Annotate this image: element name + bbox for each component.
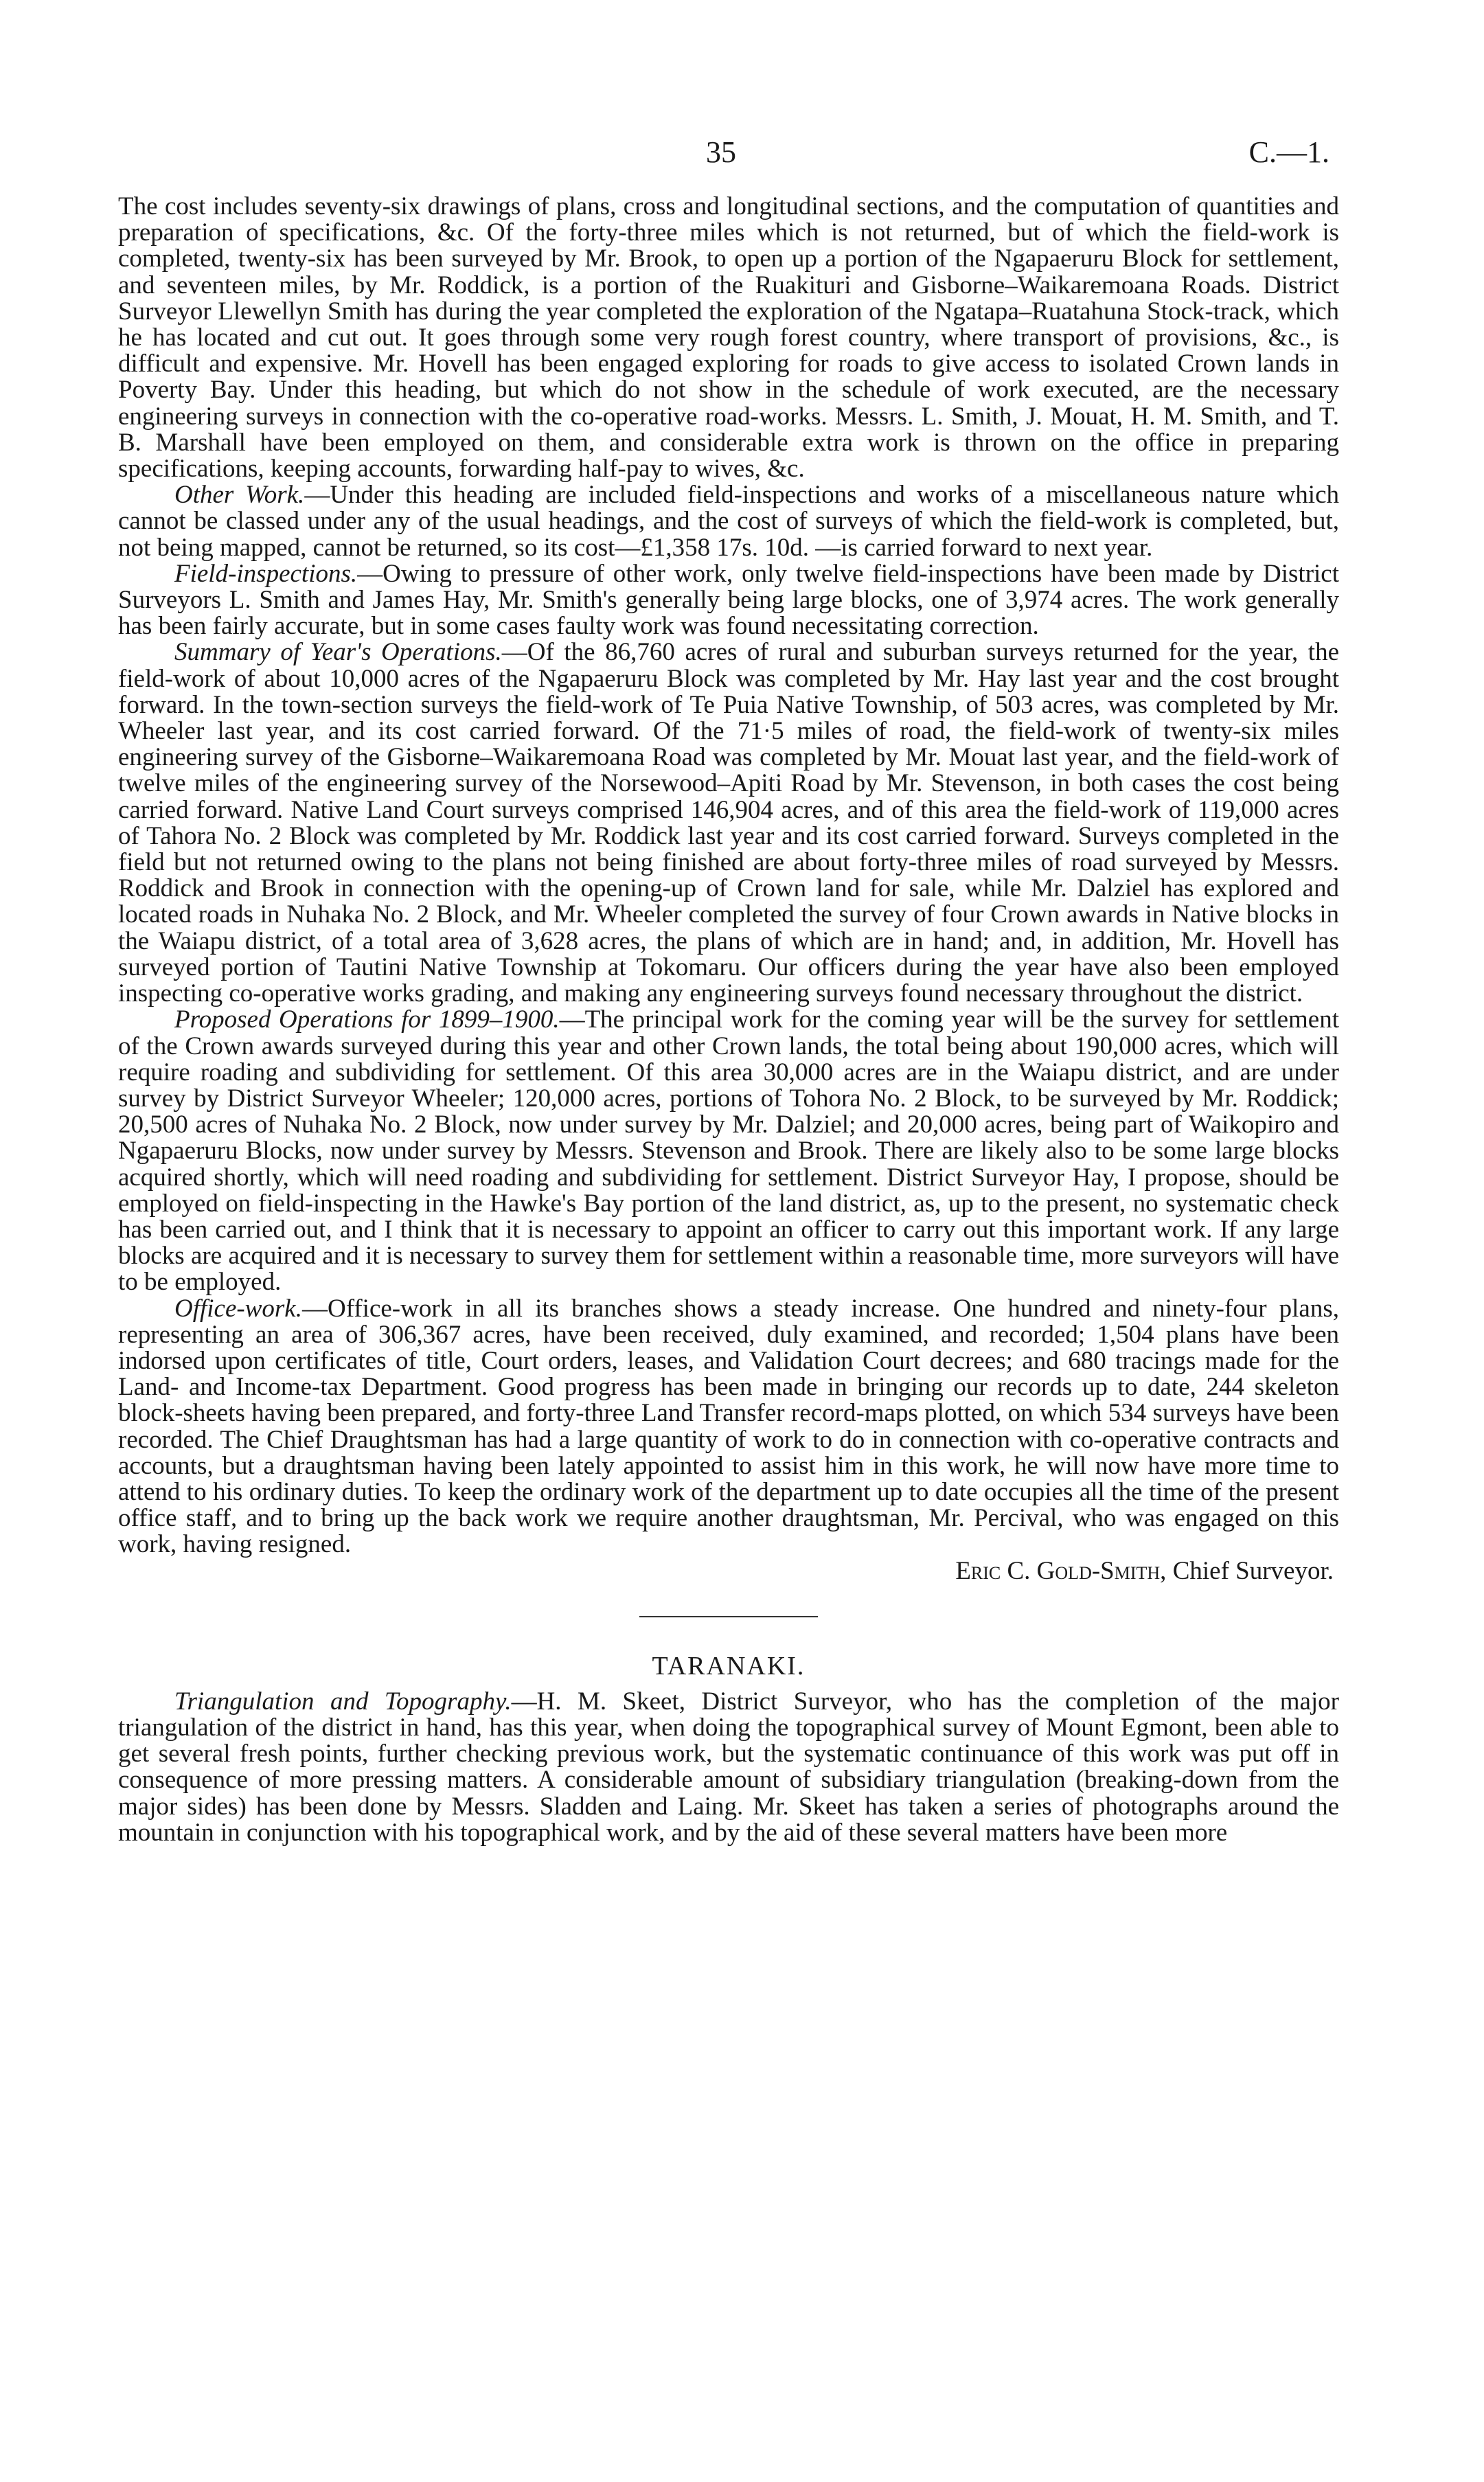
paragraph-text: —H. M. Skeet, District Surveyor, who has the completion of the major triangulation of the district in hand, has this year, when doing the topographical survey of Mount Egmont, been able to get several fresh points, further checking previous work, but the systematic continuance of this work was put off in consequence of more pressing matters. A considerable amount of subsidiary triangulation (breaking-down from the major sides) has been done by Messrs. Sladden and Laing. Mr. Skeet has taken a series of photographs around the mountain in conjunction with his topographical work, and by the aid of these several matters have been more (118, 1687, 1340, 1847)
paragraph-heading: Office-work. (174, 1294, 302, 1323)
signature (118, 1558, 1339, 1584)
paragraph-heading: Summary of Year's Operations. (174, 638, 502, 667)
paragraph-text: —Owing to pressure of other work, only twelve field-inspections have been made by District Surveyors L. Smith and James Hay, Mr. Smith's generally being large blocks, one of 3,974 acres. The work generally has been fairly accurate, but in some cases faulty work was found necessitating correction. (118, 559, 1339, 641)
paragraph-office-work (118, 1296, 1339, 1558)
paragraph-field-inspections (118, 561, 1339, 640)
paragraph-heading: Proposed Operations for 1899–1900. (174, 1005, 560, 1034)
page-content (118, 194, 1339, 1846)
paragraph-proposed-operations (118, 1007, 1339, 1295)
paragraph-other-work (118, 482, 1339, 561)
paragraph-text: —The principal work for the coming year will be the survey for settlement of the Crown awards surveyed during this year and other Crown lands, the total being about 190,000 acres, which will require roading and subdividing for settlement. Of this area 30,000 acres are in the Waiapu district, and are under survey by District Surveyor Wheeler; 120,000 acres, portions of Tohora No. 2 Block, to be surveyed by Mr. Roddick; 20,500 acres of Nuhaka No. 2 Block, now under survey by Mr. Dalziel; and 20,000 acres, being part of Waikopiro and Ngapaeruru Blocks, now under survey by Messrs. Stevenson and Brook. There are likely also to be some large blocks acquired shortly, which will need roading and subdividing for settlement. District Surveyor Hay, I propose, should be employed on field-inspecting in the Hawke's Bay portion of the land district, as, up to the present, no systematic check has been carried out, and I think that it is necessary to appoint an officer to carry out this important work. If any large blocks are acquired and it is necessary to survey them for settlement within a reasonable time, more surveyors will have to be employed. (118, 1005, 1339, 1297)
paragraph-heading: Field-inspections. (174, 559, 358, 588)
paragraph-heading: Other Work. (174, 481, 305, 510)
section-divider (639, 1616, 818, 1617)
page-header (0, 135, 1484, 176)
document-reference: C.—1. (1248, 135, 1329, 169)
signature-name: Eric C. Gold-Smith, (955, 1556, 1167, 1585)
paragraph-summary (118, 639, 1339, 1007)
paragraph-triangulation (118, 1689, 1339, 1846)
paragraph-cost: The cost includes seventy-six drawings of plans, cross and longitudinal sections, and the computation of quantities and preparation of specifications, &c. Of the forty-three miles which is not returned, but of which the field-work is completed, twenty-six has been surveyed by Mr. Brook, to open up a portion of the Ngapaeruru Block for settlement, and seventeen miles, by Mr. Roddick, is a portion of the Ruakituri and Gisborne–Waikaremoana Roads. District Surveyor Llewellyn Smith has during the year completed the exploration of the Ngatapa–Ruatahuna Stock-track, which he has located and cut out. It goes through some very rough forest country, where transport of provisions, &c., is difficult and expensive. Mr. Hovell has been engaged exploring for roads to give access to isolated Crown lands in Poverty Bay. Under this heading, but which do not show in the schedule of work executed, are the necessary engineering surveys in connection with the co-operative road-works. Messrs. L. Smith, J. Mouat, H. M. Smith, and T. B. Marshall have been employed on them, and considerable extra work is thrown on the office in preparing specifications, keeping accounts, forwarding half-pay to wives, &c. (118, 192, 1339, 483)
paragraph-text: —Of the 86,760 acres of rural and suburban surveys returned for the year, the field-work of about 10,000 acres of the Ngapaeruru Block was completed by Mr. Hay last year and the cost brought forward. In the town-section surveys the field-work of Te Puia Native Township, of 503 acres, was completed by Mr. Wheeler last year, and its cost carried forward. Of the 71·5 miles of road, the field-work of twenty-six miles engineering survey of the Gisborne–Waikaremoana Road was completed by Mr. Mouat last year, and the field-work of twelve miles of the engineering survey of the Norsewood–Apiti Road by Mr. Stevenson, in both cases the cost being carried forward. Native Land Court surveys comprised 146,904 acres, and of this area the field-work of 119,000 acres of Tahora No. 2 Block was completed by Mr. Roddick last year and its cost carried forward. Surveys completed in the field but not returned owing to the plans not being finished are about forty-three miles of road surveyed by Messrs. Roddick and Brook in connection with the opening-up of Crown land for sale, while Mr. Dalziel has explored and located roads in Nuhaka No. 2 Block, and Mr. Wheeler completed the survey of four Crown awards in Native blocks in the Waiapu district, of a total area of 3,628 acres, the plans of which are in hand; and, in addition, Mr. Hovell has surveyed portion of Tautini Native Township at Tokomaru. Our officers during the year have also been employed inspecting co-operative works grading, and making any engineering surveys found necessary throughout the district. (118, 638, 1339, 1008)
signature-title: Chief Surveyor. (1172, 1556, 1334, 1585)
paragraph-heading: Triangulation and Topography. (174, 1687, 512, 1716)
page-number: 35 (706, 135, 736, 169)
paragraph-text: —Under this heading are included field-inspections and works of a miscellaneous nature which cannot be classed under any of the usual headings, and the cost of surveys of which the field-work is completed, but, not being mapped, cannot be returned, so its cost—£1,358 17s. 10d. —is carried forward to next year. (118, 481, 1339, 562)
paragraph-text: —Office-work in all its branches shows a steady increase. One hundred and ninety-four plans, representing an area of 306,367 acres, have been received, duly examined, and recorded; 1,504 plans have been indorsed upon certificates of title, Court orders, leases, and Validation Court decrees; and 680 tracings made for the Land- and Income-tax Department. Good progress has been made in bringing our records up to date, 244 skeleton block-sheets having been prepared, and forty-three Land Transfer record-maps plotted, on which 534 surveys have been recorded. The Chief Draughtsman has had a large quantity of work to do in connection with co-operative contracts and accounts, but a draughtsman having been lately appointed to assist him in this work, he will now have more time to attend to his ordinary duties. To keep the ordinary work of the department up to date occupies all the time of the present office staff, and to bring up the back work we require another draughtsman, Mr. Percival, who was engaged on this work, having resigned. (118, 1294, 1339, 1559)
section-title: TARANAKI. (652, 1651, 806, 1681)
